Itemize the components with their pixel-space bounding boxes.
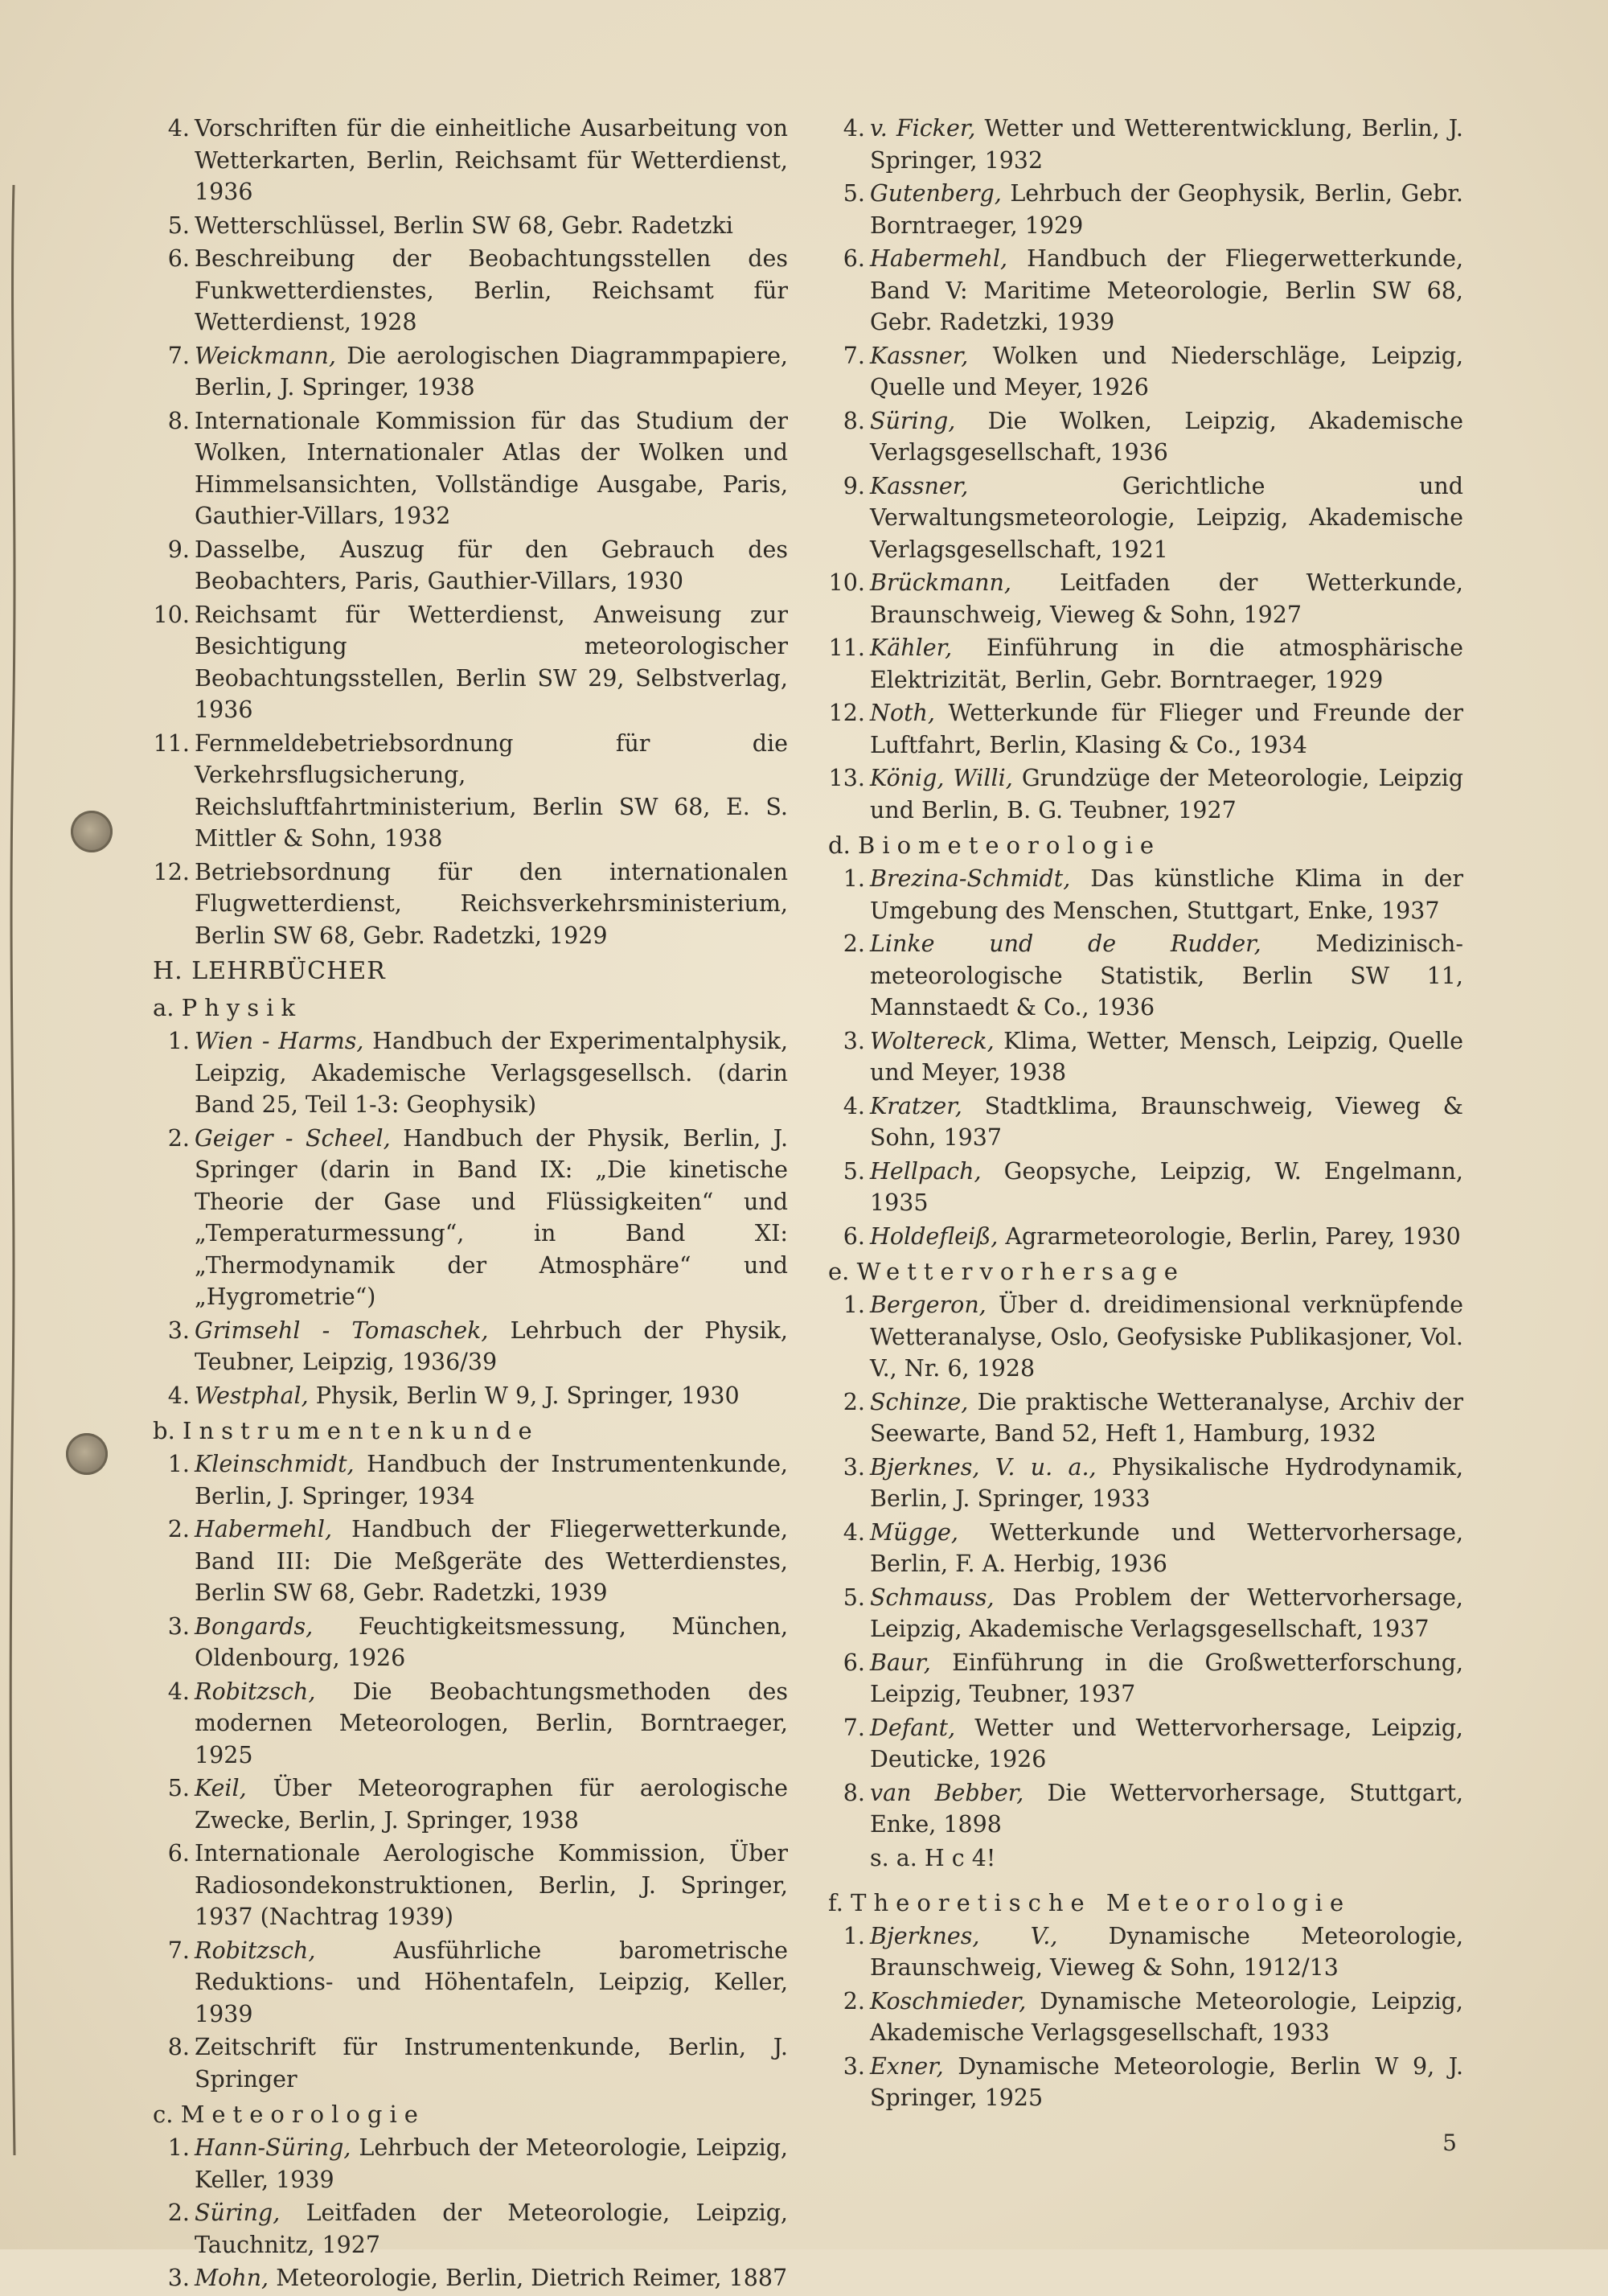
list-item bbox=[828, 2051, 1463, 2114]
list-wettervorhersage bbox=[828, 1289, 1463, 1841]
list-item bbox=[828, 567, 1463, 630]
item-author: Bjerknes, V., bbox=[870, 1922, 1058, 1949]
subsection-label: d. bbox=[828, 832, 851, 859]
list-meteorologie bbox=[153, 2132, 788, 2294]
item-author: König, Willi, bbox=[870, 765, 1013, 791]
item-text: Das künstliche Klima in der Umgebung des Menschen, Stuttgart, Enke, 1937 bbox=[870, 865, 1464, 924]
subsection-heading-wettervorhersage bbox=[828, 1254, 1463, 1289]
item-number: 5. bbox=[843, 1583, 865, 1611]
subsection-heading-meteorologie bbox=[153, 2097, 788, 2132]
list-physik bbox=[153, 1025, 788, 1411]
list-item bbox=[153, 2197, 788, 2261]
list-item bbox=[828, 928, 1463, 1024]
item-number: 1. bbox=[843, 1292, 865, 1318]
item-author: Noth, bbox=[870, 700, 935, 726]
item-text: Die Wettervorhersage, Stuttgart, Enke, 1898 bbox=[870, 1779, 1464, 1838]
item-author: Hellpach, bbox=[870, 1157, 982, 1185]
item-number: 5. bbox=[167, 212, 190, 239]
item-author: Kratzer, bbox=[870, 1092, 962, 1119]
list-biometeorologie bbox=[828, 863, 1463, 1252]
item-author: Brezina-Schmidt, bbox=[870, 865, 1071, 892]
item-author: Mohn, bbox=[195, 2265, 269, 2291]
item-number: 6. bbox=[167, 1840, 190, 1867]
item-text: Wetterkunde und Wettervorhersage, Berlin, F. A. Herbig, 1936 bbox=[870, 1518, 1463, 1577]
item-number: 11. bbox=[153, 729, 190, 757]
list-item bbox=[153, 340, 788, 404]
item-text: Die aerologischen Diagrammpapiere, Berlin, J. Springer, 1938 bbox=[195, 342, 788, 400]
list-item bbox=[828, 1386, 1463, 1450]
item-number: 10. bbox=[153, 601, 190, 628]
item-text: Physikalische Hydrodynamik, Berlin, J. Springer, 1933 bbox=[870, 1453, 1463, 1512]
subsection-title: Theoretische Meteorologie bbox=[851, 1888, 1352, 1916]
subsection-heading-instrumentenkunde bbox=[153, 1413, 788, 1448]
subsection-label: f. bbox=[828, 1888, 843, 1916]
item-text: Reichsamt für Wetterdienst, Anweisung zur Besichtigung meteorologischer Beobachtungsstellen, Berlin SW 29, Selbstverlag, 1936 bbox=[195, 601, 788, 723]
item-number: 13. bbox=[828, 765, 865, 791]
item-text: Lehrbuch der Physik, Teubner, Leipzig, 1936/39 bbox=[195, 1316, 788, 1375]
item-text: Internationale Kommission für das Studium der Wolken, Internationaler Atlas der Wolken und Himmelsansichten, Vollständige Ausgabe, Paris, Gauthier-Villars, 1932 bbox=[195, 407, 788, 529]
list-item bbox=[153, 210, 788, 242]
item-author: Robitzsch, bbox=[195, 1678, 316, 1705]
item-author: Woltereck, bbox=[870, 1027, 995, 1054]
item-text: Stadtklima, Braunschweig, Vieweg & Sohn, 1937 bbox=[870, 1092, 1464, 1151]
item-text: Gerichtliche und Verwaltungsmeteorologie, Leipzig, Akademische Verlagsgesellschaft, 1921 bbox=[870, 472, 1463, 563]
subsection-heading-biometeorologie bbox=[828, 828, 1463, 863]
item-author: Schinze, bbox=[870, 1388, 969, 1415]
subsection-title: Instrumentenkunde bbox=[183, 1417, 539, 1444]
item-text: Wetter und Wetterentwicklung, Berlin, J. Springer, 1932 bbox=[870, 115, 1463, 174]
item-text: Wolken und Niederschläge, Leipzig, Quelle und Meyer, 1926 bbox=[870, 342, 1464, 400]
item-text: Physik, Berlin W 9, J. Springer, 1930 bbox=[315, 1382, 740, 1409]
list-item bbox=[153, 1935, 788, 2031]
list-item bbox=[153, 1514, 788, 1609]
item-text: Agrarmeteorologie, Berlin, Parey, 1930 bbox=[1005, 1222, 1461, 1250]
item-text: Betriebsordnung für den internationalen Flugwetterdienst, Reichsverkehrsministerium, Berlin SW 68, Gebr. Radetzki, 1929 bbox=[195, 858, 788, 949]
item-number: 3. bbox=[843, 1027, 865, 1054]
item-text: Dynamische Meteorologie, Berlin W 9, J. Springer, 1925 bbox=[870, 2052, 1463, 2111]
list-item bbox=[828, 1156, 1463, 1219]
punch-hole-top bbox=[71, 811, 113, 852]
list-item bbox=[828, 113, 1463, 176]
item-number: 12. bbox=[828, 700, 865, 726]
item-number: 4. bbox=[843, 1518, 865, 1546]
list-item bbox=[153, 1025, 788, 1121]
item-text: Internationale Aerologische Kommission, Über Radiosondekonstruktionen, Berlin, J. Springer, 1937 (Nachtrag 1939) bbox=[195, 1840, 788, 1930]
list-item bbox=[828, 243, 1463, 339]
item-number: 7. bbox=[843, 1714, 865, 1741]
subsection-label: a. bbox=[153, 994, 174, 1021]
item-number: 1. bbox=[843, 1922, 865, 1949]
right-top-list bbox=[828, 113, 1463, 826]
page-number: 5 bbox=[1442, 2130, 1457, 2156]
item-number: 8. bbox=[167, 407, 190, 434]
list-item bbox=[153, 534, 788, 598]
subsection-label: e. bbox=[828, 1258, 850, 1285]
item-author: Wien - Harms, bbox=[195, 1028, 364, 1054]
subsection-title: Meteorologie bbox=[180, 2101, 425, 2128]
item-number: 9. bbox=[843, 472, 865, 499]
item-number: 4. bbox=[167, 115, 190, 142]
list-item bbox=[828, 863, 1463, 926]
item-number: 1. bbox=[167, 2134, 190, 2161]
item-text: Beschreibung der Beobachtungsstellen des Funkwetterdienstes, Berlin, Reichsamt für Wetterdienst, 1928 bbox=[195, 245, 788, 335]
item-number: 6. bbox=[843, 245, 865, 272]
list-item bbox=[153, 1448, 788, 1512]
subsection-title: Wettervorhersage bbox=[856, 1258, 1185, 1285]
item-number: 8. bbox=[167, 2034, 190, 2060]
item-number: 4. bbox=[843, 1092, 865, 1119]
item-number: 2. bbox=[167, 1516, 190, 1542]
list-item bbox=[153, 856, 788, 952]
item-number: 3. bbox=[843, 2052, 865, 2080]
item-number: 4. bbox=[167, 1382, 190, 1409]
item-text: Grundzüge der Meteorologie, Leipzig und Berlin, B. G. Teubner, 1927 bbox=[870, 765, 1463, 824]
item-text: Zeitschrift für Instrumentenkunde, Berlin, J. Springer bbox=[195, 2034, 788, 2093]
item-text: Wetter und Wettervorhersage, Leipzig, Deuticke, 1926 bbox=[870, 1714, 1463, 1772]
item-text: Das Problem der Wettervorhersage, Leipzig, Akademische Verlagsgesellschaft, 1937 bbox=[870, 1583, 1463, 1642]
item-number: 6. bbox=[167, 245, 190, 272]
item-text: Einführung in die atmosphärische Elektrizität, Berlin, Gebr. Borntraeger, 1929 bbox=[870, 635, 1463, 693]
list-item bbox=[153, 2031, 788, 2095]
list-item bbox=[153, 1315, 788, 1378]
item-author: Bergeron, bbox=[870, 1292, 987, 1318]
item-author: Kassner, bbox=[870, 342, 969, 369]
item-text: Über d. dreidimensional verknüpfende Wetteranalyse, Oslo, Geofysiske Publikasjoner, Vol. V., Nr. 6, 1928 bbox=[870, 1292, 1463, 1382]
item-number: 6. bbox=[843, 1649, 865, 1676]
subsection-heading-theoretische-meteorologie bbox=[828, 1885, 1463, 1920]
list-instrumentenkunde bbox=[153, 1448, 788, 2095]
list-item bbox=[828, 632, 1463, 696]
list-item bbox=[153, 1380, 788, 1412]
item-text: Meteorologie, Berlin, Dietrich Reimer, 1887 bbox=[276, 2265, 788, 2291]
item-text: Die Beobachtungsmethoden des modernen Meteorologen, Berlin, Borntraeger, 1925 bbox=[195, 1678, 789, 1768]
item-number: 1. bbox=[843, 865, 865, 892]
item-number: 7. bbox=[167, 1937, 190, 1964]
list-item bbox=[828, 405, 1463, 469]
item-author: van Bebber, bbox=[870, 1779, 1024, 1806]
item-text: Handbuch der Fliegerwetterkunde, Band V: Maritime Meteorologie, Berlin SW 68, Gebr. Radetzki, 1939 bbox=[870, 245, 1464, 335]
item-text: Dynamische Meteorologie, Braunschweig, Vieweg & Sohn, 1912/13 bbox=[870, 1922, 1464, 1981]
item-author: Bjerknes, V. u. a., bbox=[870, 1453, 1097, 1481]
item-text: Die Wolken, Leipzig, Akademische Verlagsgesellschaft, 1936 bbox=[870, 407, 1463, 466]
item-text: Vorschriften für die einheitliche Ausarbeitung von Wetterkarten, Berlin, Reichsamt für Wetterdienst, 1936 bbox=[195, 115, 788, 205]
list-item bbox=[828, 1025, 1463, 1089]
item-author: Geiger - Scheel, bbox=[195, 1124, 391, 1152]
item-text: Klima, Wetter, Mensch, Leipzig, Quelle und Meyer, 1938 bbox=[870, 1027, 1464, 1086]
item-number: 3. bbox=[167, 2265, 190, 2291]
list-item bbox=[828, 1712, 1463, 1776]
item-text: Einführung in die Großwetterforschung, Leipzig, Teubner, 1937 bbox=[870, 1649, 1464, 1707]
item-number: 3. bbox=[167, 1316, 190, 1344]
list-item bbox=[828, 340, 1463, 404]
list-item bbox=[828, 470, 1463, 566]
item-number: 12. bbox=[153, 858, 190, 885]
item-text: Dynamische Meteorologie, Leipzig, Akademische Verlagsgesellschaft, 1933 bbox=[870, 1987, 1463, 2046]
list-item bbox=[153, 1611, 788, 1674]
item-author: Westphal, bbox=[195, 1382, 309, 1409]
item-number: 8. bbox=[843, 1779, 865, 1806]
list-item bbox=[828, 1647, 1463, 1711]
list-item bbox=[828, 1517, 1463, 1580]
item-number: 8. bbox=[843, 407, 865, 434]
item-number: 5. bbox=[167, 1775, 190, 1801]
right-column bbox=[828, 113, 1463, 2116]
item-number: 6. bbox=[843, 1222, 865, 1250]
item-number: 2. bbox=[843, 1388, 865, 1415]
item-text: Wetterkunde für Flieger und Freunde der Luftfahrt, Berlin, Klasing & Co., 1934 bbox=[870, 700, 1463, 758]
binding-string bbox=[8, 185, 19, 2155]
item-author: Koschmieder, bbox=[870, 1987, 1027, 2015]
item-author: Weickmann, bbox=[195, 342, 336, 369]
list-item bbox=[153, 113, 788, 208]
left-top-list bbox=[153, 113, 788, 951]
item-author: Süring, bbox=[870, 407, 956, 434]
item-author: Baur, bbox=[870, 1649, 931, 1676]
subsection-label: b. bbox=[153, 1417, 175, 1444]
list-item bbox=[828, 178, 1463, 241]
item-text: Handbuch der Instrumentenkunde, Berlin, J. Springer, 1934 bbox=[195, 1451, 788, 1509]
item-text: Handbuch der Fliegerwetterkunde, Band III: Die Meßgeräte des Wetterdienstes, Berlin SW 68, Gebr. Radetzki, 1939 bbox=[195, 1516, 789, 1606]
subsection-title: Physik bbox=[181, 994, 303, 1021]
item-text: Handbuch der Experimentalphysik, Leipzig, Akademische Verlagsgesellsch. (darin Band 25, Teil 1-3: Geophysik) bbox=[195, 1028, 788, 1118]
item-text: Wetterschlüssel, Berlin SW 68, Gebr. Radetzki bbox=[195, 212, 733, 239]
subsection-heading-physik bbox=[153, 990, 788, 1025]
item-author: Keil, bbox=[195, 1775, 247, 1801]
item-number: 5. bbox=[843, 1157, 865, 1185]
item-author: Gutenberg, bbox=[870, 180, 1002, 207]
item-number: 2. bbox=[843, 1987, 865, 2015]
item-text: Geopsyche, Leipzig, W. Engelmann, 1935 bbox=[870, 1157, 1463, 1216]
item-text: Die praktische Wetteranalyse, Archiv der Seewarte, Band 52, Heft 1, Hamburg, 1932 bbox=[870, 1388, 1464, 1447]
list-item bbox=[153, 1772, 788, 1836]
item-author: Robitzsch, bbox=[195, 1937, 316, 1964]
item-text: Lehrbuch der Geophysik, Berlin, Gebr. Borntraeger, 1929 bbox=[870, 180, 1463, 239]
item-author: Schmauss, bbox=[870, 1583, 995, 1611]
list-item bbox=[153, 1676, 788, 1772]
item-number: 4. bbox=[167, 1678, 190, 1705]
list-item bbox=[828, 1582, 1463, 1645]
item-text: Über Meteorographen für aerologische Zwecke, Berlin, J. Springer, 1938 bbox=[195, 1775, 789, 1834]
item-number: 4. bbox=[843, 115, 865, 142]
item-number: 2. bbox=[843, 930, 865, 957]
list-item bbox=[828, 1986, 1463, 2049]
list-item bbox=[828, 1090, 1463, 1154]
item-number: 11. bbox=[828, 635, 865, 661]
item-number: 2. bbox=[167, 2199, 190, 2226]
item-text: Fernmeldebetriebsordnung für die Verkehrsflugsicherung, Reichsluftfahrtministerium, Berlin SW 68, E. S. Mittler & Sohn, 1938 bbox=[195, 729, 788, 852]
item-author: Bongards, bbox=[195, 1612, 314, 1640]
subsection-label: c. bbox=[153, 2101, 174, 2128]
item-author: Holdefleiß, bbox=[870, 1222, 999, 1250]
item-author: Exner, bbox=[870, 2052, 944, 2080]
item-text: Handbuch der Physik, Berlin, J. Springer (darin in Band IX: „Die kinetische Theorie der Gase und Flüssigkeiten“ und „Temperaturmessung“, in Band XI: „Thermodynamik der Atmosphäre“ und „Hygrometrie“) bbox=[195, 1124, 789, 1310]
list-item bbox=[828, 762, 1463, 826]
item-text: Dasselbe, Auszug für den Gebrauch des Beobachters, Paris, Gauthier-Villars, 1930 bbox=[195, 536, 788, 594]
list-item bbox=[828, 1920, 1463, 1984]
item-text: Lehrbuch der Meteorologie, Leipzig, Keller, 1939 bbox=[195, 2134, 788, 2193]
item-author: Brückmann, bbox=[870, 569, 1011, 596]
item-number: 1. bbox=[167, 1451, 190, 1477]
item-author: Habermehl, bbox=[870, 245, 1007, 272]
list-item bbox=[153, 1123, 788, 1313]
item-number: 9. bbox=[167, 536, 190, 563]
list-item bbox=[153, 243, 788, 339]
list-item bbox=[153, 2262, 788, 2294]
item-number: 1. bbox=[167, 1028, 190, 1054]
item-author: Defant, bbox=[870, 1714, 956, 1741]
list-item bbox=[828, 1221, 1463, 1253]
punch-hole-bottom bbox=[66, 1433, 108, 1475]
item-author: Kähler, bbox=[870, 635, 953, 661]
item-author: Grimsehl - Tomaschek, bbox=[195, 1316, 489, 1344]
see-also-note: s. a. H c 4! bbox=[870, 1844, 996, 1871]
list-item bbox=[153, 2132, 788, 2195]
item-text: Ausführliche barometrische Reduktions- und Höhentafeln, Leipzig, Keller, 1939 bbox=[195, 1937, 788, 2027]
item-author: Mügge, bbox=[870, 1518, 958, 1546]
item-author: Habermehl, bbox=[195, 1516, 332, 1542]
item-number: 5. bbox=[843, 180, 865, 207]
subsection-title: Biometeorologie bbox=[858, 832, 1162, 859]
section-heading: H. LEHRBÜCHER bbox=[153, 957, 386, 985]
list-item bbox=[153, 405, 788, 532]
list-item bbox=[828, 1452, 1463, 1515]
item-text: Leitfaden der Meteorologie, Leipzig, Tauchnitz, 1927 bbox=[195, 2199, 788, 2258]
item-number: 7. bbox=[843, 342, 865, 369]
list-item bbox=[153, 728, 788, 855]
list-theoretische-meteorologie bbox=[828, 1920, 1463, 2114]
item-author: Kassner, bbox=[870, 472, 969, 499]
item-text: Medizinisch-meteorologische Statistik, Berlin SW 11, Mannstaedt & Co., 1936 bbox=[870, 930, 1464, 1021]
item-author: v. Ficker, bbox=[870, 115, 976, 142]
list-item bbox=[828, 697, 1463, 761]
list-item bbox=[153, 599, 788, 726]
item-number: 3. bbox=[843, 1453, 865, 1481]
item-number: 10. bbox=[828, 569, 865, 596]
item-number: 2. bbox=[167, 1124, 190, 1152]
item-author: Süring, bbox=[195, 2199, 281, 2226]
left-column bbox=[153, 113, 788, 2296]
item-number: 3. bbox=[167, 1612, 190, 1640]
item-author: Hann-Süring, bbox=[195, 2134, 351, 2161]
item-text: Leitfaden der Wetterkunde, Braunschweig, Vieweg & Sohn, 1927 bbox=[870, 569, 1463, 628]
item-author: Linke und de Rudder, bbox=[870, 930, 1261, 957]
list-item bbox=[828, 1289, 1463, 1385]
item-number: 7. bbox=[167, 342, 190, 369]
item-author: Kleinschmidt, bbox=[195, 1451, 355, 1477]
list-item bbox=[828, 1777, 1463, 1841]
list-item bbox=[153, 1838, 788, 1933]
item-text: Feuchtigkeitsmessung, München, Oldenbourg, 1926 bbox=[195, 1612, 788, 1671]
